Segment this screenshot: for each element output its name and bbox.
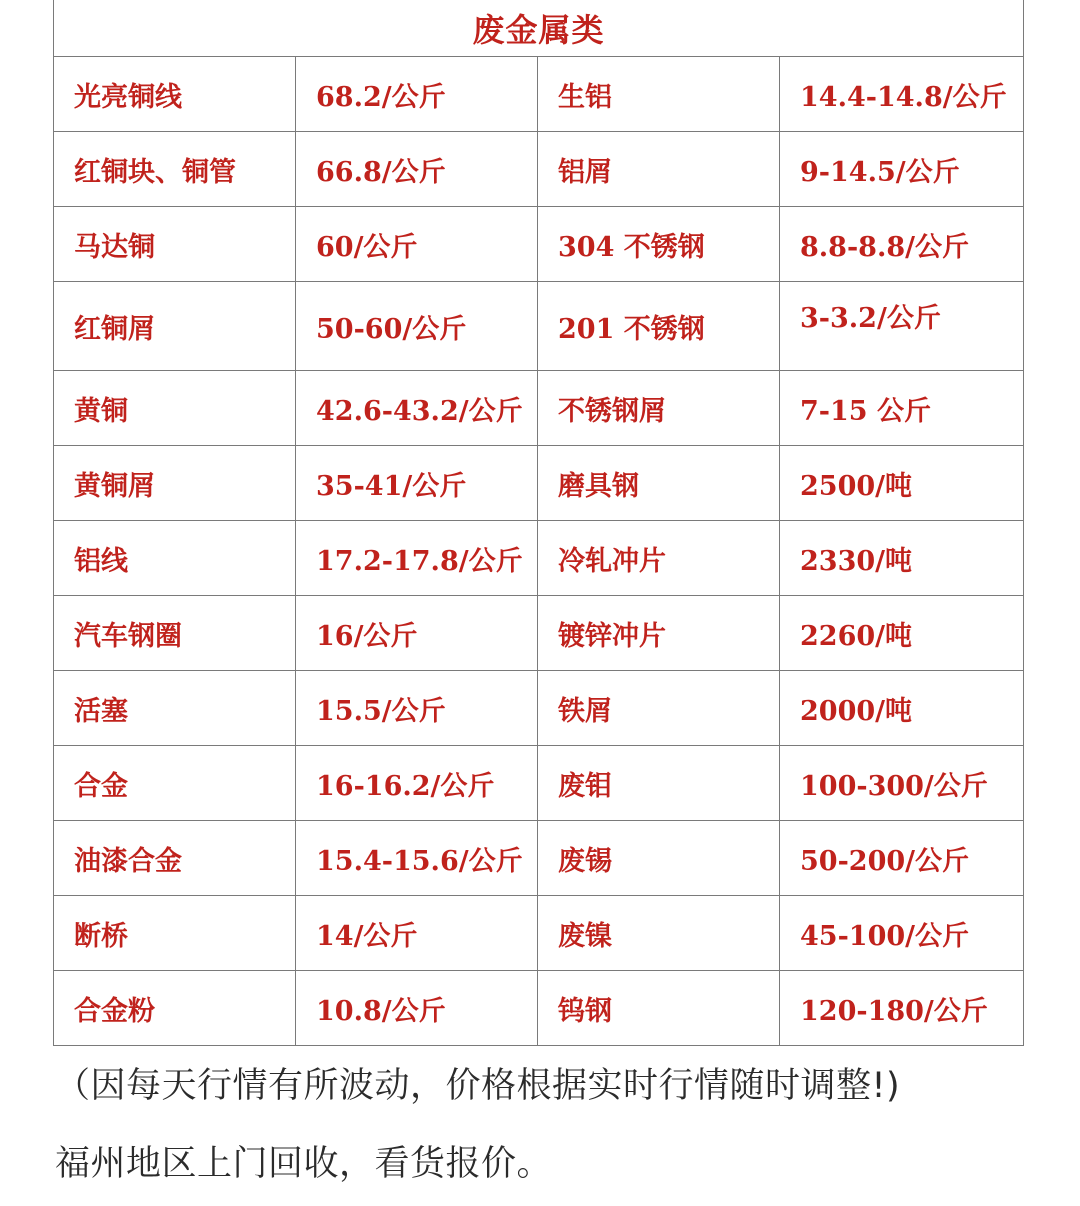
item-name: 304 不锈钢	[538, 207, 780, 282]
table-row	[54, 596, 1024, 671]
item-name: 合金粉	[54, 971, 296, 1046]
item-price: 120-180/公斤	[780, 971, 1024, 1046]
table-row	[54, 821, 1024, 896]
item-price: 2000/吨	[780, 671, 1024, 746]
item-price: 50-200/公斤	[780, 821, 1024, 896]
table-row	[54, 446, 1024, 521]
item-price: 2260/吨	[780, 596, 1024, 671]
item-price: 60/公斤	[296, 207, 538, 282]
item-price: 16/公斤	[296, 596, 538, 671]
table-row	[54, 132, 1024, 207]
item-name: 铁屑	[538, 671, 780, 746]
item-price: 2500/吨	[780, 446, 1024, 521]
table-row	[54, 671, 1024, 746]
item-name: 冷轧冲片	[538, 521, 780, 596]
item-price: 10.8/公斤	[296, 971, 538, 1046]
table-row	[54, 896, 1024, 971]
table-row	[54, 57, 1024, 132]
item-name: 油漆合金	[54, 821, 296, 896]
table-row	[54, 521, 1024, 596]
item-name: 201 不锈钢	[538, 282, 780, 371]
table-row	[54, 971, 1024, 1046]
item-name: 活塞	[54, 671, 296, 746]
item-name: 黄铜	[54, 371, 296, 446]
table-title: 废金属类	[54, 0, 1024, 57]
item-name: 汽车钢圈	[54, 596, 296, 671]
item-price: 15.5/公斤	[296, 671, 538, 746]
item-price: 100-300/公斤	[780, 746, 1024, 821]
item-price: 68.2/公斤	[296, 57, 538, 132]
item-price: 14.4-14.8/公斤	[780, 57, 1024, 132]
item-price: 8.8-8.8/公斤	[780, 207, 1024, 282]
item-name: 不锈钢屑	[538, 371, 780, 446]
item-price: 50-60/公斤	[296, 282, 538, 371]
table-row	[54, 371, 1024, 446]
item-price: 45-100/公斤	[780, 896, 1024, 971]
item-name: 马达铜	[54, 207, 296, 282]
item-name: 红铜块、铜管	[54, 132, 296, 207]
item-name: 铝线	[54, 521, 296, 596]
item-name: 磨具钢	[538, 446, 780, 521]
item-name: 废镍	[538, 896, 780, 971]
item-price: 35-41/公斤	[296, 446, 538, 521]
item-name: 合金	[54, 746, 296, 821]
table-row	[54, 282, 1024, 371]
service-area-text: 福州地区上门回收，看货报价。	[55, 1144, 553, 1184]
item-price: 9-14.5/公斤	[780, 132, 1024, 207]
table-row	[54, 746, 1024, 821]
item-name: 废锡	[538, 821, 780, 896]
item-price: 42.6-43.2/公斤	[296, 371, 538, 446]
item-price: 14/公斤	[296, 896, 538, 971]
item-price: 7-15 公斤	[780, 371, 1024, 446]
item-price: 66.8/公斤	[296, 132, 538, 207]
table-title-row	[54, 0, 1024, 57]
item-name: 镀锌冲片	[538, 596, 780, 671]
price-fluctuation-note: （因每天行情有所波动，价格根据实时行情随时调整!)	[55, 1066, 901, 1106]
item-name: 黄铜屑	[54, 446, 296, 521]
item-price: 2330/吨	[780, 521, 1024, 596]
item-price: 16-16.2/公斤	[296, 746, 538, 821]
item-name: 钨钢	[538, 971, 780, 1046]
item-price: 3-3.2/公斤	[780, 282, 1024, 371]
table-row	[54, 207, 1024, 282]
item-price: 17.2-17.8/公斤	[296, 521, 538, 596]
item-price: 15.4-15.6/公斤	[296, 821, 538, 896]
scrap-metal-price-table	[53, 0, 1024, 1046]
item-name: 生铝	[538, 57, 780, 132]
item-name: 断桥	[54, 896, 296, 971]
item-name: 光亮铜线	[54, 57, 296, 132]
item-name: 红铜屑	[54, 282, 296, 371]
item-name: 铝屑	[538, 132, 780, 207]
item-name: 废钼	[538, 746, 780, 821]
